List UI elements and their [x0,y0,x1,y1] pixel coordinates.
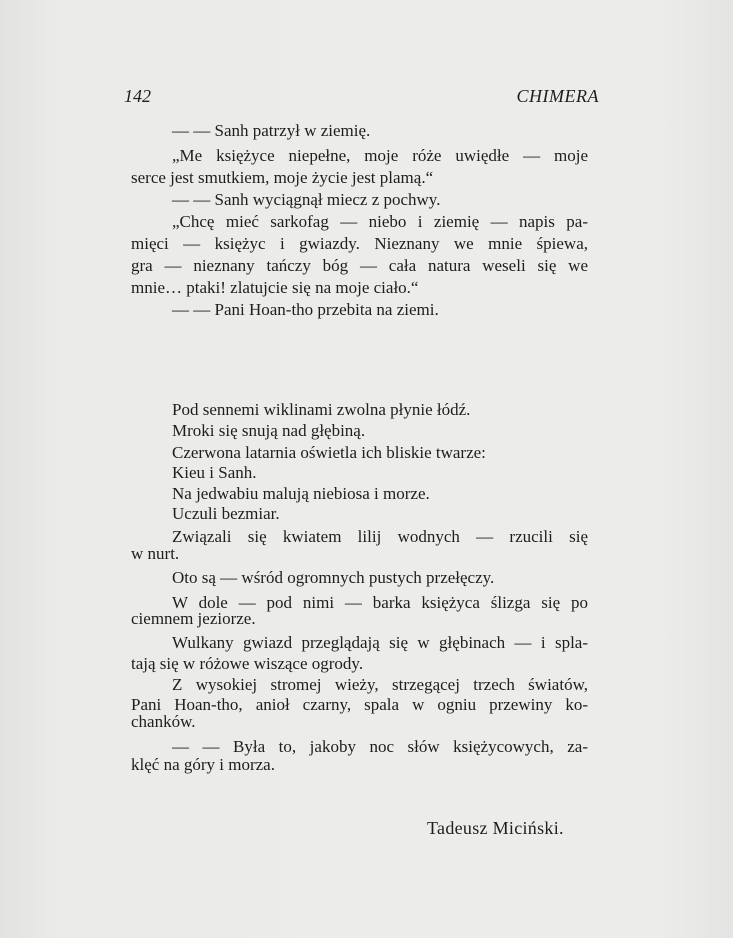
text-line: Z wysokiej stromej wieży, strzegącej trzech światów, [172,675,588,694]
text-line: „Chcę mieć sarkofag — niebo i ziemię — napis pa- [172,212,588,231]
text-line: Uczuli bezmiar. [172,504,280,523]
text-line: Mroki się snują nad głębiną. [172,421,366,440]
text-line: „Me księżyce niepełne, moje róże uwiędłe — moje [172,146,588,165]
text-line: gra — nieznany tańczy bóg — cała natura weseli się we [131,256,588,275]
text-line: serce jest smutkiem, moje życie jest plamą.“ [131,168,434,187]
text-line: Czerwona latarnia oświetla ich bliskie twarze: [172,443,486,462]
text-line: — — Była to, jakoby noc słów księżycowych, za- [172,737,588,756]
author-signature: Tadeusz Miciński. [427,818,564,838]
text-line: Oto są — wśród ogromnych pustych przełęczy. [172,568,495,587]
text-line: Pani Hoan-tho, anioł czarny, spala w ogniu przewiny ko- [131,695,588,714]
page-number: 142 [124,86,151,106]
text-line: w nurt. [131,544,180,563]
text-line: tają się w różowe wiszące ogrody. [131,654,364,673]
running-title: CHIMERA [516,86,599,106]
text-line: klęć na góry i morza. [131,755,275,774]
text-line: mnie… ptaki! zlatujcie się na moje ciało.“ [131,278,419,297]
text-line: Wulkany gwiazd przeglądają się w głębinach — i spla- [172,633,588,652]
text-line: chanków. [131,712,196,731]
text-line: Kieu i Sanh. [172,463,257,482]
text-line: — — Sanh patrzył w ziemię. [172,121,371,140]
text-line: ciemnem jeziorze. [131,609,256,628]
text-line: W dole — pod nimi — barka księżyca ślizga się po [172,593,588,612]
text-line: Pod sennemi wiklinami zwolna płynie łódź. [172,400,471,419]
text-line: — — Pani Hoan-tho przebita na ziemi. [172,300,439,319]
text-line: — — Sanh wyciągnął miecz z pochwy. [172,190,441,209]
text-line: mięci — księżyc i gwiazdy. Nieznany we mnie śpiewa, [131,234,588,253]
text-line: Związali się kwiatem lilij wodnych — rzucili się [172,527,588,546]
text-line: Na jedwabiu malują niebiosa i morze. [172,484,430,503]
